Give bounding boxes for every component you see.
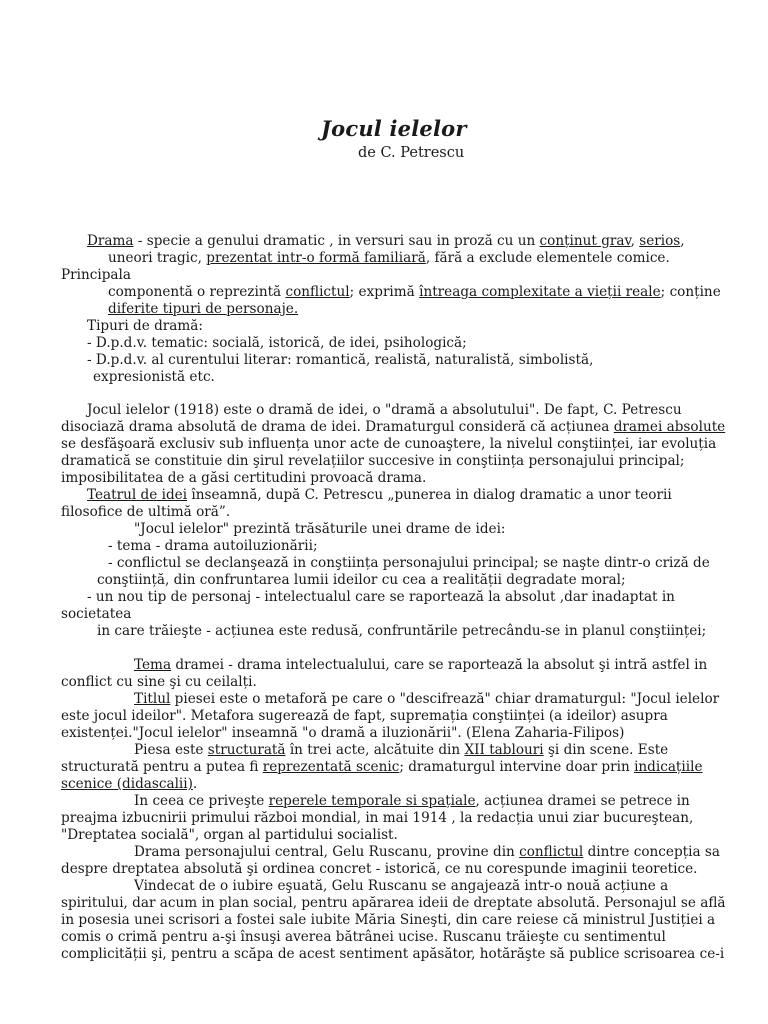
text-segment: , fără a exclude elementele comice. xyxy=(425,250,670,266)
underlined-text: reperele temporale si spațiale xyxy=(268,793,476,809)
text-segment: ; conține xyxy=(660,284,721,300)
underlined-text: Drama xyxy=(87,233,134,249)
text-segment: "Dreptatea socială", organ al partidului socialist. xyxy=(61,827,398,843)
text-line xyxy=(134,691,719,708)
text-segment: "Jocul ielelor" prezintă trăsăturile unei drame de idei: xyxy=(134,521,506,537)
text-line xyxy=(87,233,685,250)
underlined-text: întreaga complexitate a vieții reale xyxy=(419,284,661,300)
text-segment: societatea xyxy=(61,606,132,622)
text-segment: - conflictul se declanşează in conştiința personajului principal; se naşte dintr-o criză de xyxy=(108,555,710,571)
text-segment: structurată pentru a putea fi xyxy=(61,759,263,775)
text-segment: In ceea ce priveşte xyxy=(134,793,269,809)
document-author: de C. Petrescu xyxy=(358,145,465,161)
text-line xyxy=(61,810,693,827)
text-segment: disociază drama absolută de drama de idei. Dramaturgul consideră că acțiunea xyxy=(61,419,614,435)
text-segment: se desfăşoară exclusiv sub influența unor acte de cunoaştere, la nivelul conştiinței, iar evoluția xyxy=(61,436,717,452)
text-line xyxy=(134,878,668,895)
text-segment: Jocul ielelor (1918) este o dramă de idei, o "dramă a absolutului". De fapt, C. Petrescu xyxy=(87,402,682,418)
text-segment: Vindecat de o iubire eşuată, Gelu Ruscanu se angajează intr-o nouă acțiune a xyxy=(134,878,669,894)
text-line xyxy=(97,623,706,640)
text-segment: Tipuri de dramă: xyxy=(87,318,203,334)
text-segment: comis o crimă pentru a-şi însuşi averea bătrânei ucise. Ruscanu trăieşte cu sentimentul xyxy=(61,929,666,945)
text-segment: - D.p.d.v. tematic: socială, istorică, de idei, psihologică; xyxy=(87,335,467,351)
text-line xyxy=(87,318,203,335)
text-line xyxy=(87,352,593,369)
text-line xyxy=(134,844,720,861)
text-line xyxy=(61,759,702,776)
text-line xyxy=(61,946,724,963)
text-segment: spiritului, dar acum in plan social, pentru apărarea ideii de dreptate absolută. Personajul se află xyxy=(61,895,726,911)
underlined-text: scenice (didascalii) xyxy=(61,776,193,792)
text-line xyxy=(87,402,682,419)
text-segment: dramatică se constituie din şirul revelațiilor succesive in conştiința personajului principal; xyxy=(61,453,685,469)
text-line xyxy=(61,674,257,691)
text-segment: conştiință, din confruntarea lumii ideilor cu cea a realității degradate moral; xyxy=(97,572,626,588)
text-line xyxy=(97,572,626,589)
text-line xyxy=(61,929,666,946)
text-segment: Piesa este xyxy=(134,742,208,758)
text-line xyxy=(61,912,715,929)
text-line xyxy=(61,453,685,470)
text-line xyxy=(108,538,318,555)
text-segment: - specie a genului dramatic , in versuri sau in proză cu un xyxy=(133,233,540,249)
text-segment: - tema - drama autoiluzionării; xyxy=(108,538,318,554)
text-segment: piesei este o metaforă pe care o "descifrează" chiar dramaturgul: "Jocul ielelor xyxy=(170,691,720,707)
text-line xyxy=(61,470,426,487)
underlined-text: conflictul xyxy=(519,844,584,860)
text-line xyxy=(61,725,624,742)
underlined-text: serios xyxy=(639,233,681,249)
text-line xyxy=(87,589,675,606)
underlined-text: reprezentată scenic xyxy=(262,759,400,775)
text-line xyxy=(108,250,670,267)
underlined-text: diferite tipuri de personaje. xyxy=(108,301,299,317)
text-segment: dramei - drama intelectualului, care se raportează la absolut şi intră astfel in xyxy=(171,657,708,673)
document-title: Jocul ielelor xyxy=(321,116,467,141)
text-segment: despre dreptatea absolută şi ordinea concret - istorică, ce nu corespunde imaginii teoretice. xyxy=(61,861,698,877)
text-line xyxy=(61,776,197,793)
text-segment: - D.p.d.v. al curentului literar: romantică, realistă, naturalistă, simbolistă, xyxy=(87,352,594,368)
text-segment: uneori tragic, xyxy=(108,250,207,266)
text-segment: in care trăieşte - acțiunea este redusă, confruntările petrecându-se in planul conştiinței; xyxy=(97,623,707,639)
text-line xyxy=(134,657,707,674)
underlined-text: Teatrul de idei xyxy=(87,487,188,503)
text-segment: existenței."Jocul ielelor" inseamnă "o dramă a iluzionării". (Elena Zaharia-Filipos) xyxy=(61,725,625,741)
text-line xyxy=(108,284,721,301)
text-segment: in posesia unei scrisori a fostei sale iubite Măria Sineşti, din care reiese că ministrul Justiției a xyxy=(61,912,716,928)
text-line xyxy=(61,606,131,623)
text-segment: ; exprimă xyxy=(349,284,420,300)
text-line xyxy=(93,369,215,386)
text-line xyxy=(61,861,697,878)
underlined-text: conținut grav xyxy=(539,233,631,249)
text-segment: expresionistă etc. xyxy=(93,369,215,385)
text-line xyxy=(134,793,690,810)
text-line xyxy=(61,827,398,844)
text-segment: , xyxy=(680,233,685,249)
text-segment: Principala xyxy=(61,267,131,283)
text-line xyxy=(134,742,668,759)
text-segment: şi din scene. Este xyxy=(543,742,669,758)
text-segment: complicității şi, pentru a scăpa de acest sentiment apăsător, hotărăşte să publice scrisoarea ce-i xyxy=(61,946,725,962)
text-segment: înseamnă, după C. Petrescu „punerea in dialog dramatic a unor teorii xyxy=(187,487,672,503)
text-line xyxy=(61,708,668,725)
text-segment: ; dramaturgul intervine doar prin xyxy=(399,759,635,775)
text-segment: conflict cu sine şi cu ceilalți. xyxy=(61,674,257,690)
underlined-text: prezentat intr-o formă familiară xyxy=(206,250,426,266)
text-segment: Drama personajului central, Gelu Ruscanu, provine din xyxy=(134,844,520,860)
text-line xyxy=(108,301,298,318)
underlined-text: Titlul xyxy=(134,691,171,707)
underlined-text: conflictul xyxy=(285,284,350,300)
text-segment: componentă o reprezintă xyxy=(108,284,286,300)
text-line xyxy=(108,555,710,572)
text-segment: este jocul ideilor". Metafora sugerează de fapt, supremația conştiinței (a ideilor) asupra xyxy=(61,708,668,724)
text-segment: în trei acte, alcătuite din xyxy=(285,742,465,758)
text-segment: - un nou tip de personaj - intelectualul care se raportează la absolut ,dar inadaptat in xyxy=(87,589,675,605)
text-line xyxy=(61,895,726,912)
text-segment: dintre concepția sa xyxy=(583,844,720,860)
text-line xyxy=(61,419,725,436)
text-segment: . xyxy=(192,776,198,792)
underlined-text: indicațiile xyxy=(634,759,703,775)
text-line xyxy=(61,267,131,284)
text-line xyxy=(87,335,467,352)
text-segment: preajma izbucnirii primului război mondial, in mai 1914 , la redacția unui ziar bucureştean, xyxy=(61,810,694,826)
text-line xyxy=(134,521,506,538)
text-segment: , acțiunea dramei se petrece in xyxy=(475,793,690,809)
underlined-text: Tema xyxy=(134,657,172,673)
underlined-text: dramei absolute xyxy=(613,419,726,435)
text-segment: filosofice de ultimă oră”. xyxy=(61,504,231,520)
text-line xyxy=(87,487,672,504)
text-segment: , xyxy=(630,233,640,249)
underlined-text: XII tablouri xyxy=(464,742,544,758)
underlined-text: structurată xyxy=(207,742,286,758)
text-line xyxy=(61,504,230,521)
text-segment: imposibilitatea de a găsi certitudini provoacă drama. xyxy=(61,470,427,486)
text-line xyxy=(61,436,716,453)
